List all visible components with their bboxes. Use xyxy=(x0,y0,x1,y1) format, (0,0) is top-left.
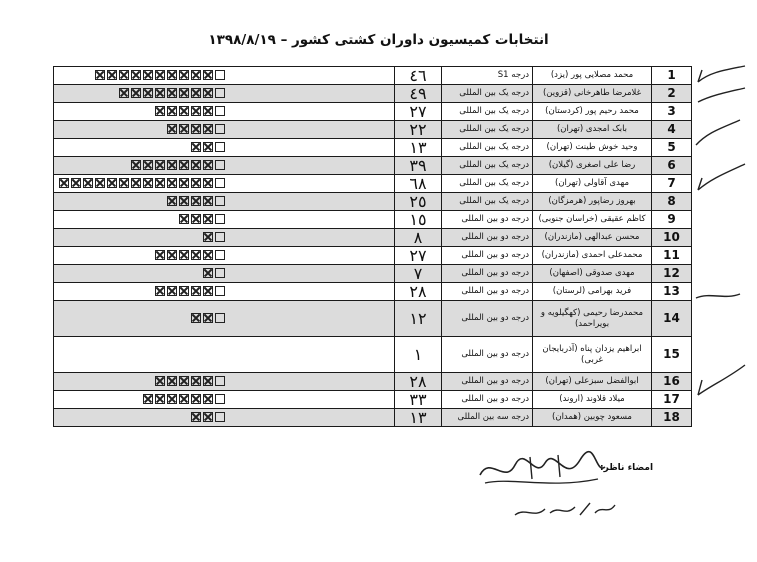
table-row xyxy=(54,211,692,229)
vote-count: ١٥ xyxy=(395,211,442,229)
tally-box xyxy=(215,70,225,80)
tally-box xyxy=(191,124,201,134)
row-number: 17 xyxy=(652,391,692,409)
tally-box xyxy=(203,196,213,206)
tally-box xyxy=(143,394,153,404)
table-row xyxy=(54,265,692,283)
vote-count: ١٣ xyxy=(395,139,442,157)
table-row xyxy=(54,301,692,337)
tally-box xyxy=(179,178,189,188)
candidate-name: فرید بهرامی (لرستان) xyxy=(533,283,652,301)
table-row xyxy=(54,229,692,247)
table-row xyxy=(54,337,692,373)
row-number: 14 xyxy=(652,301,692,337)
tally-box xyxy=(215,286,225,296)
referee-grade: درجه یک بین المللی xyxy=(442,121,533,139)
table-row xyxy=(54,67,692,85)
tally-box xyxy=(155,250,165,260)
tally-box xyxy=(215,214,225,224)
row-number: 10 xyxy=(652,229,692,247)
tally-box xyxy=(203,214,213,224)
referee-grade: درجه یک بین المللی xyxy=(442,193,533,211)
results-table-body xyxy=(54,67,692,427)
vote-count: ٧ xyxy=(395,265,442,283)
vote-count: ٦٨ xyxy=(395,175,442,193)
tally-box xyxy=(215,376,225,386)
referee-grade: درجه دو بین المللی xyxy=(442,247,533,265)
tally-box xyxy=(155,70,165,80)
tally-marks xyxy=(54,175,395,193)
tally-box xyxy=(131,70,141,80)
vote-count: ١٣ xyxy=(395,409,442,427)
tally-box xyxy=(167,88,177,98)
results-table xyxy=(53,66,692,427)
tally-box xyxy=(215,196,225,206)
tally-box xyxy=(167,124,177,134)
tally-box xyxy=(203,376,213,386)
tally-box xyxy=(203,124,213,134)
candidate-name: بابک امجدی (تهران) xyxy=(533,121,652,139)
tally-box xyxy=(203,412,213,422)
vote-count: ٢٧ xyxy=(395,247,442,265)
table-row xyxy=(54,139,692,157)
tally-box xyxy=(215,394,225,404)
row-number: 12 xyxy=(652,265,692,283)
tally-box xyxy=(215,313,225,323)
tally-box xyxy=(203,106,213,116)
referee-grade: درجه S1 xyxy=(442,67,533,85)
tally-box xyxy=(191,313,201,323)
tally-box xyxy=(215,124,225,134)
candidate-name: مهدی صدوقی (اصفهان) xyxy=(533,265,652,283)
tally-box xyxy=(143,178,153,188)
referee-grade: درجه دو بین المللی xyxy=(442,229,533,247)
candidate-name: رضا علی اصغری (گیلان) xyxy=(533,157,652,175)
tally-marks xyxy=(54,139,395,157)
tally-box xyxy=(107,70,117,80)
row-number: 8 xyxy=(652,193,692,211)
tally-box xyxy=(203,160,213,170)
tally-box xyxy=(107,178,117,188)
tally-box xyxy=(179,250,189,260)
row-number: 11 xyxy=(652,247,692,265)
tally-box xyxy=(215,412,225,422)
candidate-name: محمدرضا رحیمی (کهگیلویه و بویراحمد) xyxy=(533,301,652,337)
tally-box xyxy=(179,88,189,98)
tally-box xyxy=(59,178,69,188)
table-row xyxy=(54,85,692,103)
tally-box xyxy=(143,160,153,170)
tally-box xyxy=(155,106,165,116)
tally-box xyxy=(71,178,81,188)
vote-count: ٢٨ xyxy=(395,373,442,391)
tally-box xyxy=(95,178,105,188)
tally-box xyxy=(215,178,225,188)
row-number: 15 xyxy=(652,337,692,373)
tally-box xyxy=(131,88,141,98)
tally-box xyxy=(203,232,213,242)
tally-box xyxy=(191,196,201,206)
tally-box xyxy=(167,250,177,260)
candidate-name: محمد رحیم پور (کردستان) xyxy=(533,103,652,121)
handwritten-signature xyxy=(470,445,610,495)
tally-marks xyxy=(54,301,395,337)
tally-box xyxy=(191,286,201,296)
tally-marks xyxy=(54,337,395,373)
tally-box xyxy=(191,142,201,152)
candidate-name: وحید خوش طینت (تهران) xyxy=(533,139,652,157)
tally-box xyxy=(167,394,177,404)
handwritten-date xyxy=(510,495,620,525)
row-number: 9 xyxy=(652,211,692,229)
tally-box xyxy=(179,160,189,170)
tally-box xyxy=(119,178,129,188)
candidate-name: بهروز رضاپور (هرمزگان) xyxy=(533,193,652,211)
row-number: 6 xyxy=(652,157,692,175)
vote-count: ٢٥ xyxy=(395,193,442,211)
tally-marks xyxy=(54,193,395,211)
tally-box xyxy=(215,106,225,116)
table-row xyxy=(54,373,692,391)
referee-grade: درجه دو بین المللی xyxy=(442,373,533,391)
table-row xyxy=(54,283,692,301)
row-number: 5 xyxy=(652,139,692,157)
referee-grade: درجه یک بین المللی xyxy=(442,139,533,157)
tally-box xyxy=(191,376,201,386)
table-row xyxy=(54,409,692,427)
tally-box xyxy=(191,106,201,116)
tally-marks xyxy=(54,85,395,103)
candidate-name: مسعود چوبین (همدان) xyxy=(533,409,652,427)
row-number: 3 xyxy=(652,103,692,121)
tally-box xyxy=(191,250,201,260)
tally-box xyxy=(179,124,189,134)
tally-box xyxy=(203,142,213,152)
tally-box xyxy=(179,70,189,80)
candidate-name: محمدعلی احمدی (مازندران) xyxy=(533,247,652,265)
tally-box xyxy=(215,232,225,242)
tally-marks xyxy=(54,373,395,391)
tally-box xyxy=(203,178,213,188)
tally-box xyxy=(155,160,165,170)
vote-count: ٢٢ xyxy=(395,121,442,139)
tally-box xyxy=(191,160,201,170)
referee-grade: درجه دو بین المللی xyxy=(442,283,533,301)
row-number: 13 xyxy=(652,283,692,301)
table-row xyxy=(54,121,692,139)
tally-box xyxy=(203,250,213,260)
tally-box xyxy=(203,88,213,98)
candidate-name: مهدی آقاولی (تهران) xyxy=(533,175,652,193)
tally-box xyxy=(95,70,105,80)
tally-box xyxy=(155,394,165,404)
vote-count: ٣٩ xyxy=(395,157,442,175)
tally-box xyxy=(203,286,213,296)
tally-box xyxy=(215,250,225,260)
tally-marks xyxy=(54,211,395,229)
vote-count: ٤٩ xyxy=(395,85,442,103)
tally-box xyxy=(167,160,177,170)
tally-box xyxy=(191,412,201,422)
tally-box xyxy=(215,88,225,98)
table-row xyxy=(54,157,692,175)
tally-box xyxy=(203,268,213,278)
tally-box xyxy=(191,88,201,98)
table-row xyxy=(54,391,692,409)
tally-box xyxy=(179,106,189,116)
tally-marks xyxy=(54,67,395,85)
candidate-name: ابراهیم یزدان پناه (آذربایجان غربی) xyxy=(533,337,652,373)
table-row xyxy=(54,193,692,211)
vote-count: ٨ xyxy=(395,229,442,247)
candidate-name: کاظم عقیقی (خراسان جنوبی) xyxy=(533,211,652,229)
tally-marks xyxy=(54,265,395,283)
tally-box xyxy=(203,394,213,404)
referee-grade: درجه دو بین المللی xyxy=(442,391,533,409)
tally-box xyxy=(215,142,225,152)
tally-box xyxy=(155,178,165,188)
tally-box xyxy=(167,106,177,116)
margin-checkmarks xyxy=(690,60,757,440)
page-title: انتخابات کمیسیون داوران کشتی کشور – ۱۳۹۸/۸/۱۹ xyxy=(208,32,549,48)
candidate-name: غلامرضا طاهرخانی (قزوین) xyxy=(533,85,652,103)
tally-box xyxy=(119,70,129,80)
tally-box xyxy=(167,196,177,206)
tally-marks xyxy=(54,391,395,409)
tally-box xyxy=(179,214,189,224)
tally-marks xyxy=(54,247,395,265)
candidate-name: میلاد قلاوند (اروند) xyxy=(533,391,652,409)
row-number: 4 xyxy=(652,121,692,139)
tally-box xyxy=(155,286,165,296)
vote-count: ٢٨ xyxy=(395,283,442,301)
tally-box xyxy=(203,70,213,80)
tally-box xyxy=(155,88,165,98)
vote-count: ٣٣ xyxy=(395,391,442,409)
tally-box xyxy=(167,178,177,188)
tally-marks xyxy=(54,409,395,427)
tally-box xyxy=(143,88,153,98)
tally-box xyxy=(143,70,153,80)
referee-grade: درجه دو بین المللی xyxy=(442,265,533,283)
vote-count: ٢٧ xyxy=(395,103,442,121)
tally-marks xyxy=(54,229,395,247)
tally-box xyxy=(191,70,201,80)
referee-grade: درجه یک بین المللی xyxy=(442,85,533,103)
tally-box xyxy=(203,313,213,323)
referee-grade: درجه دو بین المللی xyxy=(442,211,533,229)
tally-box xyxy=(119,88,129,98)
candidate-name: ابوالفضل سبزعلی (تهران) xyxy=(533,373,652,391)
tally-box xyxy=(179,376,189,386)
referee-grade: درجه یک بین المللی xyxy=(442,175,533,193)
row-number: 2 xyxy=(652,85,692,103)
table-row xyxy=(54,247,692,265)
tally-box xyxy=(179,286,189,296)
tally-box xyxy=(167,286,177,296)
tally-marks xyxy=(54,121,395,139)
tally-marks xyxy=(54,283,395,301)
row-number: 7 xyxy=(652,175,692,193)
referee-grade: درجه سه بین المللی xyxy=(442,409,533,427)
row-number: 18 xyxy=(652,409,692,427)
vote-count: ٤٦ xyxy=(395,67,442,85)
tally-box xyxy=(167,70,177,80)
referee-grade: درجه دو بین المللی xyxy=(442,337,533,373)
tally-box xyxy=(131,178,141,188)
tally-box xyxy=(215,160,225,170)
tally-box xyxy=(155,376,165,386)
referee-grade: درجه یک بین المللی xyxy=(442,103,533,121)
table-row xyxy=(54,175,692,193)
referee-grade: درجه یک بین المللی xyxy=(442,157,533,175)
vote-count: ١ xyxy=(395,337,442,373)
tally-marks xyxy=(54,103,395,121)
tally-box xyxy=(179,196,189,206)
vote-count: ١٢ xyxy=(395,301,442,337)
table-row xyxy=(54,103,692,121)
observer-signature-label: امضاء ناظر: xyxy=(600,463,654,473)
row-number: 16 xyxy=(652,373,692,391)
tally-box xyxy=(179,394,189,404)
tally-box xyxy=(191,214,201,224)
tally-box xyxy=(215,268,225,278)
row-number: 1 xyxy=(652,67,692,85)
candidate-name: محسن عبدالهی (مازندران) xyxy=(533,229,652,247)
candidate-name: محمد مصلایی پور (یزد) xyxy=(533,67,652,85)
referee-grade: درجه دو بین المللی xyxy=(442,301,533,337)
tally-box xyxy=(167,376,177,386)
tally-box xyxy=(191,178,201,188)
tally-box xyxy=(83,178,93,188)
tally-box xyxy=(191,394,201,404)
tally-box xyxy=(131,160,141,170)
tally-marks xyxy=(54,157,395,175)
